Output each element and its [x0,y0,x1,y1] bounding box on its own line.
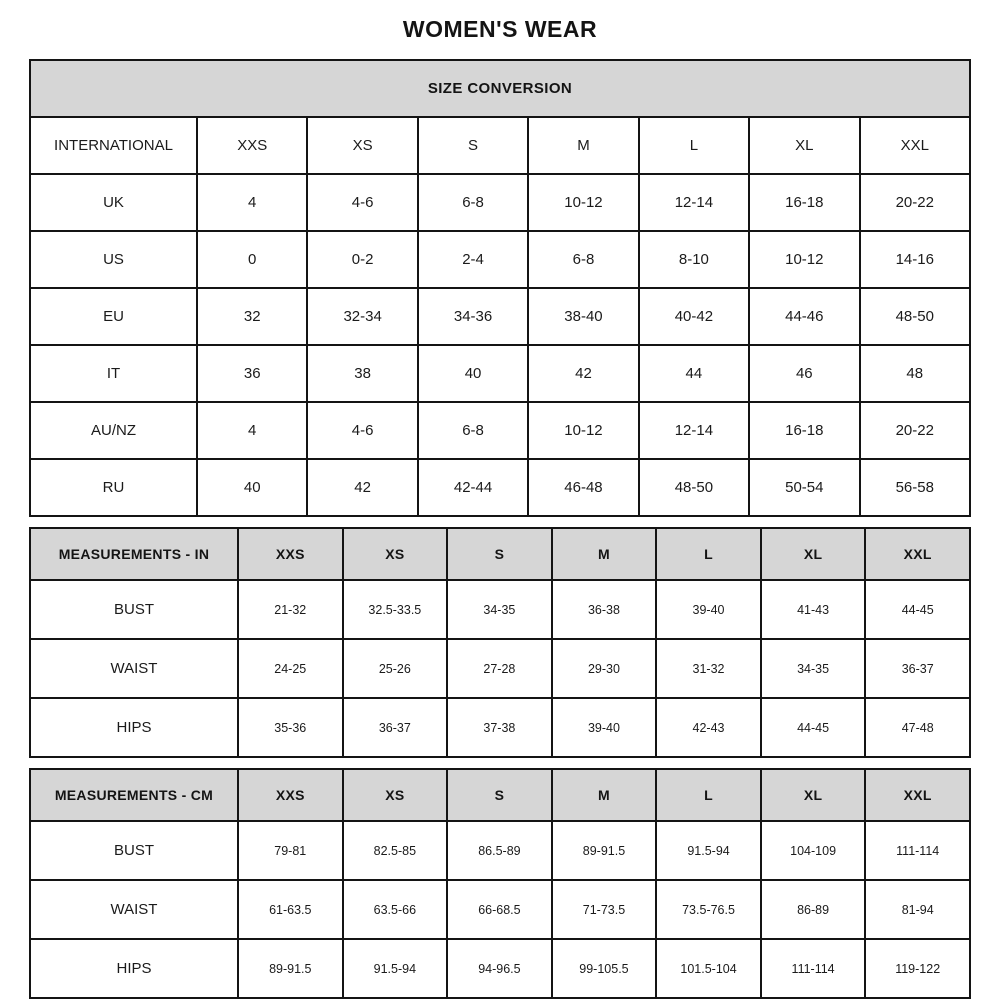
value-cell: 99-105.5 [552,939,657,998]
row-label: AU/NZ [30,402,197,459]
value-cell: 56-58 [860,459,970,516]
value-cell: 42 [307,459,417,516]
value-cell: 111-114 [865,821,970,880]
value-cell: 79-81 [238,821,343,880]
header-row [30,769,970,821]
row-label: BUST [30,821,238,880]
value-cell: 46 [749,345,859,402]
value-cell: 50-54 [749,459,859,516]
value-cell: 42-43 [656,698,761,757]
value-cell: 104-109 [761,821,866,880]
value-cell: 40 [197,459,307,516]
value-cell: 40 [418,345,528,402]
header-cell: M [552,769,657,821]
header-row [30,528,970,580]
value-cell: 48-50 [639,459,749,516]
value-cell: 39-40 [552,698,657,757]
value-cell: 24-25 [238,639,343,698]
value-cell: 2-4 [418,231,528,288]
table-row [30,580,970,639]
header-cell: XS [343,769,448,821]
table-row [30,939,970,998]
header-cell: XL [761,769,866,821]
header-row [30,117,970,174]
value-cell: 111-114 [761,939,866,998]
row-label: IT [30,345,197,402]
header-cell: XXS [197,117,307,174]
header-cell: XXL [860,117,970,174]
header-cell: M [528,117,638,174]
value-cell: 73.5-76.5 [656,880,761,939]
row-label: RU [30,459,197,516]
row-label: US [30,231,197,288]
value-cell: 16-18 [749,174,859,231]
measurements-cm-table [29,768,971,999]
value-cell: 32.5-33.5 [343,580,448,639]
value-cell: 89-91.5 [238,939,343,998]
value-cell: 63.5-66 [343,880,448,939]
value-cell: 31-32 [656,639,761,698]
value-cell: 27-28 [447,639,552,698]
value-cell: 34-35 [761,639,866,698]
value-cell: 66-68.5 [447,880,552,939]
value-cell: 36-38 [552,580,657,639]
value-cell: 44-46 [749,288,859,345]
value-cell: 20-22 [860,174,970,231]
measurements-in-table [29,527,971,758]
header-cell: XL [761,528,866,580]
page-title: WOMEN'S WEAR [402,16,598,42]
value-cell: 10-12 [528,174,638,231]
table-row [30,880,970,939]
table-row [30,639,970,698]
table-title: SIZE CONVERSION [30,60,970,117]
value-cell: 8-10 [639,231,749,288]
value-cell: 4 [197,174,307,231]
value-cell: 81-94 [865,880,970,939]
value-cell: 91.5-94 [343,939,448,998]
value-cell: 34-36 [418,288,528,345]
value-cell: 6-8 [418,402,528,459]
header-cell: XS [343,528,448,580]
value-cell: 32-34 [307,288,417,345]
value-cell: 119-122 [865,939,970,998]
value-cell: 35-36 [238,698,343,757]
header-cell: XXS [238,528,343,580]
value-cell: 86-89 [761,880,866,939]
value-cell: 44-45 [865,580,970,639]
header-cell: S [447,769,552,821]
value-cell: 44 [639,345,749,402]
value-cell: 25-26 [343,639,448,698]
table-row [30,345,970,402]
value-cell: 61-63.5 [238,880,343,939]
value-cell: 36-37 [865,639,970,698]
value-cell: 4 [197,402,307,459]
value-cell: 16-18 [749,402,859,459]
value-cell: 21-32 [238,580,343,639]
header-cell: INTERNATIONAL [30,117,197,174]
header-cell: L [656,769,761,821]
row-label: EU [30,288,197,345]
header-cell: XXS [238,769,343,821]
header-cell: M [552,528,657,580]
row-label: WAIST [30,880,238,939]
value-cell: 0 [197,231,307,288]
header-cell: XS [307,117,417,174]
value-cell: 82.5-85 [343,821,448,880]
value-cell: 12-14 [639,402,749,459]
row-label: BUST [30,580,238,639]
value-cell: 94-96.5 [447,939,552,998]
header-cell: L [639,117,749,174]
value-cell: 29-30 [552,639,657,698]
value-cell: 71-73.5 [552,880,657,939]
value-cell: 32 [197,288,307,345]
table-row [30,174,970,231]
value-cell: 36 [197,345,307,402]
header-cell: S [418,117,528,174]
table-row [30,459,970,516]
value-cell: 41-43 [761,580,866,639]
value-cell: 37-38 [447,698,552,757]
table-row [30,698,970,757]
row-label: UK [30,174,197,231]
value-cell: 36-37 [343,698,448,757]
value-cell: 89-91.5 [552,821,657,880]
value-cell: 6-8 [528,231,638,288]
value-cell: 4-6 [307,402,417,459]
table-row [30,402,970,459]
table-row [30,288,970,345]
value-cell: 10-12 [528,402,638,459]
value-cell: 46-48 [528,459,638,516]
table-row [30,231,970,288]
value-cell: 48 [860,345,970,402]
table-row [30,821,970,880]
value-cell: 20-22 [860,402,970,459]
value-cell: 42-44 [418,459,528,516]
row-label: HIPS [30,939,238,998]
value-cell: 0-2 [307,231,417,288]
row-label: WAIST [30,639,238,698]
value-cell: 6-8 [418,174,528,231]
value-cell: 12-14 [639,174,749,231]
header-cell: MEASUREMENTS - CM [30,769,238,821]
value-cell: 38 [307,345,417,402]
row-label: HIPS [30,698,238,757]
header-cell: XL [749,117,859,174]
value-cell: 91.5-94 [656,821,761,880]
header-cell: L [656,528,761,580]
value-cell: 48-50 [860,288,970,345]
value-cell: 4-6 [307,174,417,231]
table-title-row [30,60,970,117]
value-cell: 86.5-89 [447,821,552,880]
header-cell: S [447,528,552,580]
value-cell: 14-16 [860,231,970,288]
header-cell: XXL [865,528,970,580]
header-cell: MEASUREMENTS - IN [30,528,238,580]
value-cell: 10-12 [749,231,859,288]
header-cell: XXL [865,769,970,821]
value-cell: 40-42 [639,288,749,345]
value-cell: 42 [528,345,638,402]
value-cell: 38-40 [528,288,638,345]
value-cell: 44-45 [761,698,866,757]
value-cell: 39-40 [656,580,761,639]
size-conversion-table [29,59,971,517]
value-cell: 34-35 [447,580,552,639]
value-cell: 47-48 [865,698,970,757]
value-cell: 101.5-104 [656,939,761,998]
